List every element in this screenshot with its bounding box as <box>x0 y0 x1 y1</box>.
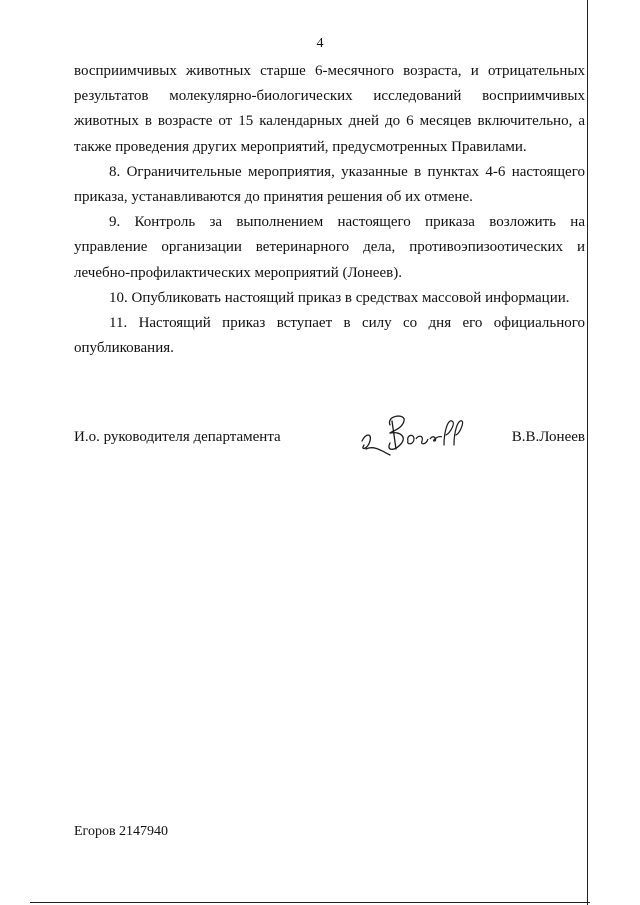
handwritten-signature <box>356 411 466 461</box>
signature-block <box>74 425 585 465</box>
page-number: 4 <box>316 36 324 51</box>
paragraph-continuation: восприимчивых животных старше 6-месячного возраста, и отрицательных результатов молекулярно-биологических исследований восприимчивых животных в возрасте от 15 календарных дней до 6 месяцев включительно, а также проведения других мероприятий, предусмотренных Правилами. <box>74 63 585 155</box>
scan-edge-bottom <box>30 902 590 903</box>
document-body <box>74 59 585 361</box>
scan-edge-right <box>587 0 588 905</box>
paragraph-item-10: 10. Опубликовать настоящий приказ в средствах массовой информации. <box>109 289 570 306</box>
signatory-name: В.В.Лонеев <box>511 429 585 445</box>
paragraph-item-11: 11. Настоящий приказ вступает в силу со дня его официального опубликования. <box>74 315 585 357</box>
paragraph-item-9: 9. Контроль за выполнением настоящего приказа возложить на управление организации ветеринарного дела, противоэпизоотических и лечебно-профилактических мероприятий (Лонеев). <box>74 214 585 281</box>
signatory-title: И.о. руководителя департамента <box>74 429 281 445</box>
paragraph-item-8: 8. Ограничительные мероприятия, указанные в пунктах 4-6 настоящего приказа, устанавливаются до принятия решения об их отмене. <box>74 163 585 206</box>
executor-note: Егоров 2147940 <box>74 824 169 839</box>
